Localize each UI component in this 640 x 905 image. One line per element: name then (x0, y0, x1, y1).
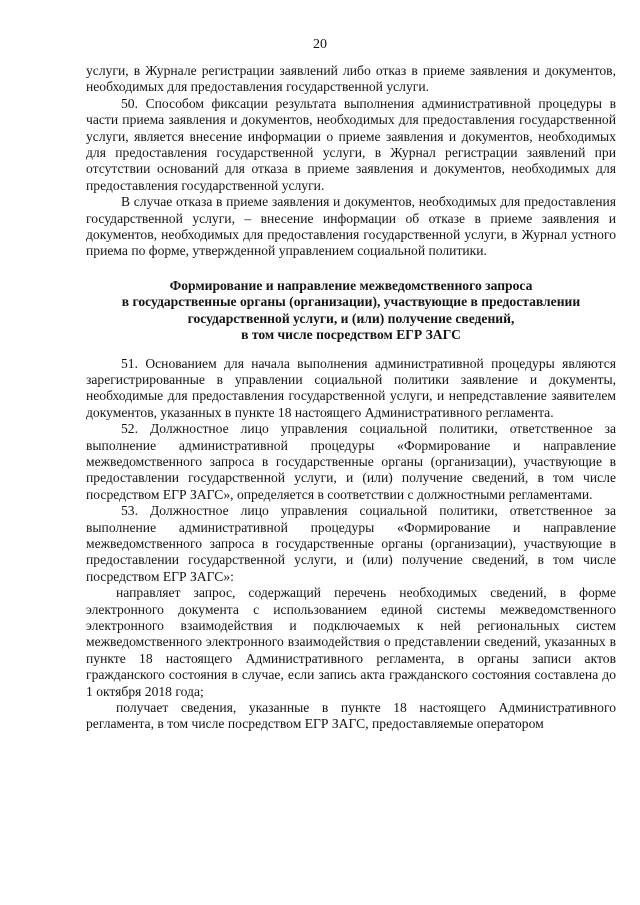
section-heading (86, 278, 616, 344)
paragraph-53: 53. Должностное лицо управления социальной политики, ответственное за выполнение административной процедуры «Формирование и направление межведомственного запроса в государственные органы (организации), участвующие в предоставлении государственной услуги, и (или) получение сведений, в том числе посредством ЕГР ЗАГС»: (86, 503, 616, 584)
paragraph-receives-info: получает сведения, указанные в пункте 18 настоящего Административного регламента, в том числе посредством ЕГР ЗАГС, предоставляемые оператором (86, 700, 616, 732)
paragraph-sends-request: направляет запрос, содержащий перечень необходимых сведений, в форме электронного документа с использованием единой системы межведомственного электронного взаимодействия и подключаемых к ней региональных систем межведомственного электронного взаимодействия о представлении сведений, указанных в пункте 18 настоящего Административного регламента, в органы записи актов гражданского состояния в случае, если запись акта гражданского состояния составлена до 1 октября 2018 года; (86, 585, 616, 699)
paragraph-52: 52. Должностное лицо управления социальной политики, ответственное за выполнение административной процедуры «Формирование и направление межведомственного запроса в государственные органы (организации), участвующие в предоставлении государственной услуги, и (или) получение сведений, в том числе посредством ЕГР ЗАГС», определяется в соответствии с должностными регламентами. (86, 421, 616, 502)
paragraph-50: 50. Способом фиксации результата выполнения административной процедуры в части приема заявления и документов, необходимых для предоставления государственной услуги, является внесение информации о приеме заявления и документов, необходимых для предоставления государственной услуги, в Журнал регистрации заявлений при отсутствии оснований для отказа в приеме заявления и документов, необходимых для предоставления государственной услуги. (86, 95, 616, 193)
section-heading-line: в том числе посредством ЕГР ЗАГС (241, 327, 461, 343)
paragraph-continuation: услуги, в Журнале регистрации заявлений либо отказ в приеме заявления и документов, необходимых для предоставления государственной услуги. (86, 63, 616, 95)
section-heading-line: государственной услуги, и (или) получение сведений, (187, 310, 515, 326)
paragraph-refusal: В случае отказа в приеме заявления и документов, необходимых для предоставления государственной услуги, – внесение информации об отказе в приеме заявления и документов, необходимых для предоставления государственной услуги, в Журнал устного приема по форме, утвержденной управлением социальной политики. (86, 194, 616, 259)
page-number: 20 (313, 37, 327, 52)
section-heading-line: в государственные органы (организации), участвующие в предоставлении (121, 294, 581, 310)
section-heading-line: Формирование и направление межведомственного запроса (169, 277, 533, 293)
page-body (86, 63, 616, 733)
paragraph-51: 51. Основанием для начала выполнения административной процедуры являются зарегистрированные в управлении социальной политики заявление и документы, необходимые для предоставления государственной услуги, и непредставление заявителем документов, указанных в пункте 18 настоящего Административного регламента. (86, 355, 616, 420)
